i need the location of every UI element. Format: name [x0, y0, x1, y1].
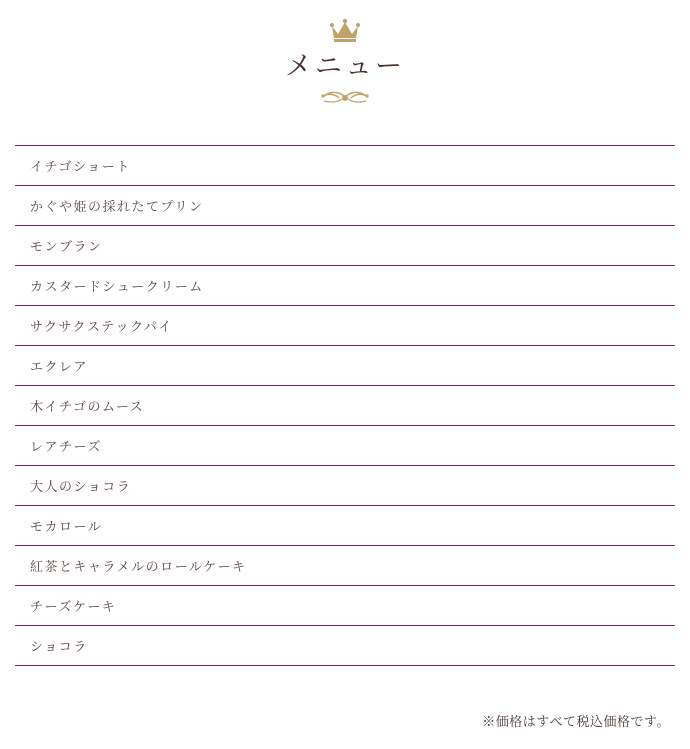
menu-item-stick-pie: サクサクステックパイ	[15, 306, 675, 346]
menu-item-rare-cheese: レアチーズ	[15, 426, 675, 466]
menu-item-raspberry-mousse: 木イチゴのムース	[15, 386, 675, 426]
menu-item-ichigo-shortcake: イチゴショート	[15, 146, 675, 186]
ornament-flourish-icon	[320, 88, 370, 106]
menu-item-tea-caramel-roll: 紅茶とキャラメルのロールケーキ	[15, 546, 675, 586]
menu-item-custard-cream-puff: カスタードシュークリーム	[15, 266, 675, 306]
menu-item-chocolat: ショコラ	[15, 626, 675, 666]
menu-item-adult-chocolat: 大人のショコラ	[15, 466, 675, 506]
menu-item-mont-blanc: モンブラン	[15, 226, 675, 266]
crown-icon	[330, 18, 360, 44]
menu-item-cheesecake: チーズケーキ	[15, 586, 675, 626]
page-title: メニュー	[285, 51, 405, 82]
menu-item-mocha-roll: モカロール	[15, 506, 675, 546]
menu-item-eclair: エクレア	[15, 346, 675, 386]
menu-item-kaguya-pudding: かぐや姫の採れたてプリン	[15, 186, 675, 226]
menu-list	[15, 145, 675, 666]
tax-note: ※価格はすべて税込価格です。	[482, 715, 670, 730]
